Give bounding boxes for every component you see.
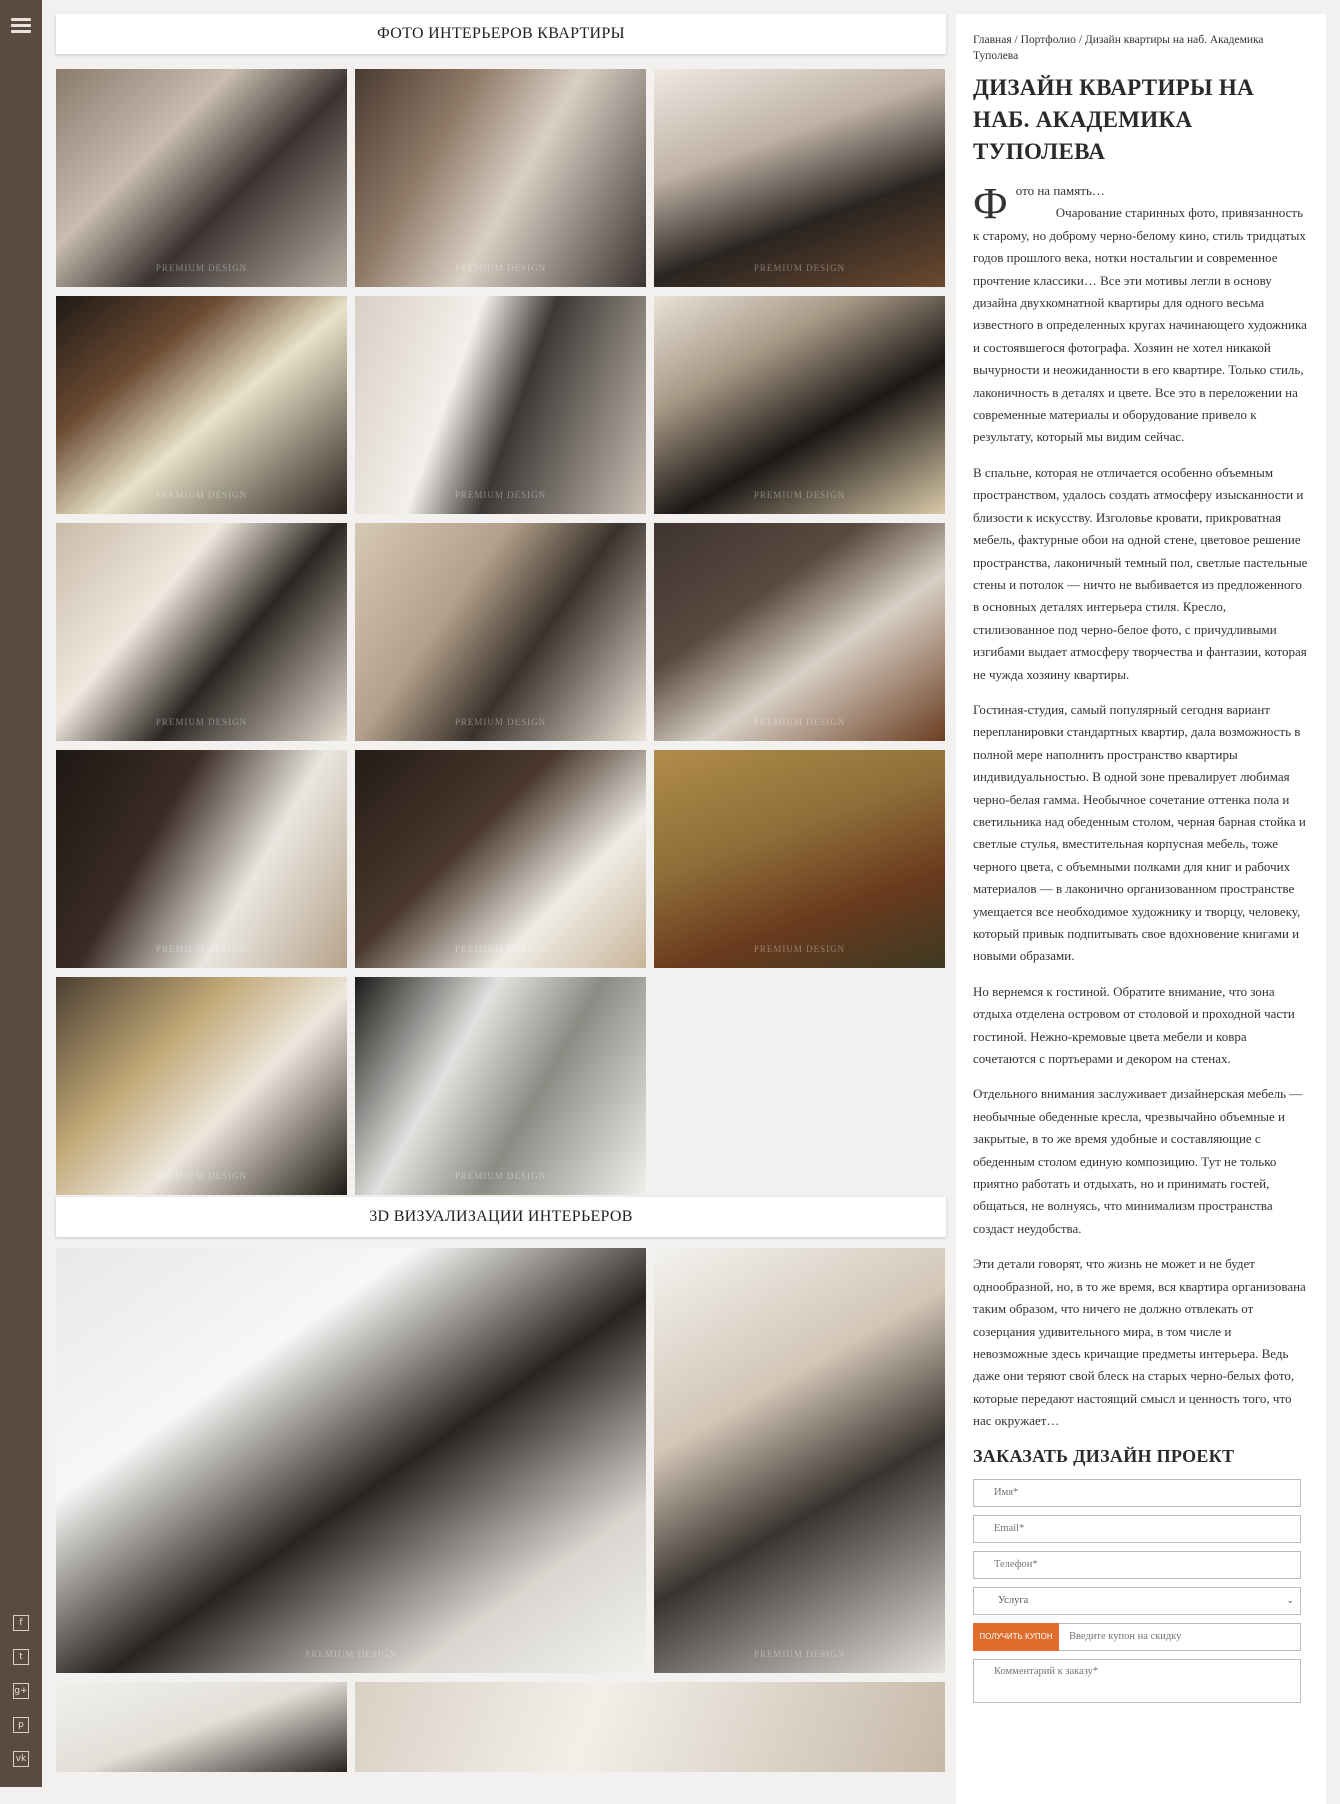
article-paragraph-6: Эти детали говорят, что жизнь не может и не будет однообразной, но, в то же время, вся квартира организована таким образом, что ничего не должно отвлекать от созерцания удивительного мира, в том числе и невозможные здесь кричащие предметы интерьера. Ведь даже они теряют свой блеск на старых черно-белых фото, которые передают настоящий смысл и ценность того, что нас окружает… xyxy=(973,1256,1306,1429)
email-input[interactable] xyxy=(973,1515,1301,1543)
render-dining-3[interactable] xyxy=(56,1682,347,1772)
google-plus-icon[interactable]: g+ xyxy=(13,1683,29,1699)
content-column xyxy=(956,14,1326,1804)
pinterest-icon[interactable]: p xyxy=(13,1717,29,1733)
photo-grid xyxy=(56,69,946,1197)
breadcrumb-portfolio[interactable]: Портфолио xyxy=(1020,34,1076,46)
breadcrumb-current: Дизайн квартиры на наб. Академика Туполева xyxy=(973,34,1264,62)
photo-living-room[interactable]: PREMIUM DESIGN xyxy=(355,69,646,287)
order-form xyxy=(973,1446,1308,1703)
breadcrumb-home[interactable]: Главная xyxy=(973,34,1012,46)
vk-icon[interactable]: vk xyxy=(13,1751,29,1767)
coupon-input[interactable] xyxy=(1059,1623,1301,1651)
photo-mosaic-shower[interactable]: PREMIUM DESIGN xyxy=(654,750,945,968)
comment-textarea[interactable] xyxy=(973,1659,1301,1703)
photo-kitchen[interactable]: PREMIUM DESIGN xyxy=(654,296,945,514)
get-coupon-button[interactable]: ПОЛУЧИТЬ КУПОН xyxy=(973,1623,1059,1651)
article-paragraph-3: Гостиная-студия, самый популярный сегодня вариант перепланировки стандартных квартир, дала возможность в полной мере наполнить пространство квартиры индивидуальностью. В одной зоне превалирует любимая черно-белая гамма. Необычное сочетание оттенка пола и светильника над обеденным столом, черная барная стойка и светлые стулья, вместительная корпусная мебель, тоже черного цвета, с объемными полками для книг и рабочих материалов — в лаконично организованном пространстве умещается все необходимое художнику и творцу, человеку, который привык подпитывать свое вдохновение книгами и новыми образами. xyxy=(973,701,1306,964)
photo-kitchen-dining[interactable]: PREMIUM DESIGN xyxy=(654,69,945,287)
photo-dining-room[interactable]: PREMIUM DESIGN xyxy=(56,69,347,287)
photo-portrait-wall[interactable]: PREMIUM DESIGN xyxy=(355,296,646,514)
breadcrumb-separator: / xyxy=(1011,34,1021,46)
breadcrumb-separator: / xyxy=(1075,34,1085,46)
photo-bathroom-2[interactable]: PREMIUM DESIGN xyxy=(355,977,646,1195)
chevron-down-icon: ⌄ xyxy=(1286,1595,1294,1606)
render-living-room[interactable]: PREMIUM DESIGN xyxy=(654,1248,945,1673)
phone-input[interactable] xyxy=(973,1551,1301,1579)
photo-hallway-2[interactable]: PREMIUM DESIGN xyxy=(355,750,646,968)
photo-study-desk[interactable]: PREMIUM DESIGN xyxy=(654,523,945,741)
order-form-title: ЗАКАЗАТЬ ДИЗАЙН ПРОЕКТ xyxy=(973,1445,1235,1466)
gallery-column xyxy=(56,14,946,1768)
photo-shelving-lilies[interactable]: PREMIUM DESIGN xyxy=(56,296,347,514)
article-paragraph-1: Очарование старинных фото, привязанность к старому, но доброму черно-белому кино, стиль тридцатых годов прошлого века, нотки ностальгии и современное прочтение классики… Все эти мотивы легли в основу дизайна двухкомнатной квартиры для одного весьма известного в определенных кругах начинающего художника и состоявшегося фотографа. Хозяин не хотел никакой вычурности и неожиданности в его квартире. Только стиль, лаконичность в деталях и цвете. Все это в переложении на современные материалы и оборудование привело к результату, который мы видим сейчас. xyxy=(973,205,1307,445)
page-title: ДИЗАЙН КВАРТИРЫ НА НАБ. АКАДЕМИКА ТУПОЛЕВА xyxy=(973,75,1255,164)
render-living-dining[interactable]: PREMIUM DESIGN xyxy=(56,1248,646,1673)
service-select-value: Услуга xyxy=(998,1594,1029,1606)
name-input[interactable] xyxy=(973,1479,1301,1507)
article-paragraph xyxy=(973,180,1308,449)
facebook-icon[interactable]: f xyxy=(13,1615,29,1631)
twitter-icon[interactable]: t xyxy=(13,1649,29,1665)
coupon-row xyxy=(973,1623,1301,1651)
article-body xyxy=(973,180,1308,1433)
article-paragraph-4: Но вернемся к гостиной. Обратите внимание, что зона отдыха отделена островом от столовой и проходной части гостиной. Нежно-кремовые цвета мебели и ковра сочетаются с портьерами и декором на стенах. xyxy=(973,983,1295,1067)
breadcrumb xyxy=(973,32,1308,64)
hamburger-icon[interactable] xyxy=(11,18,31,34)
photo-bedroom-2[interactable]: PREMIUM DESIGN xyxy=(355,523,646,741)
photos-section-title: ФОТО ИНТЕРЬЕРОВ КВАРТИРЫ xyxy=(56,14,946,54)
article-paragraph-2: В спальне, которая не отличается особенно объемным пространством, удалось создать атмосферу изысканности и близости к искусству. Изголовье кровати, прикроватная мебель, фактурные обои на одной стене, цветовое решение пространства, лаконичный темный пол, светлые пастельные стены и потолок — ничто не выбивается из предложенного в основных деталях интерьера стиля. Кресло, стилизованное под черно-белое фото, с причудливыми изгибами выдает атмосферу творчества и фантазии, которая не чужда хозяину квартиры. xyxy=(973,464,1308,682)
article-lead: ото на память… xyxy=(1015,183,1105,198)
dropcap: Ф xyxy=(973,179,1008,228)
visual-section-title: 3D ВИЗУАЛИЗАЦИИ ИНТЕРЬЕРОВ xyxy=(56,1197,946,1237)
render-bedroom[interactable] xyxy=(355,1682,945,1772)
photo-bathroom-1[interactable]: PREMIUM DESIGN xyxy=(56,977,347,1195)
left-sidebar xyxy=(0,0,42,1787)
photo-hallway-1[interactable]: PREMIUM DESIGN xyxy=(56,750,347,968)
service-select[interactable] xyxy=(973,1587,1301,1615)
visualization-grid xyxy=(56,1248,946,1768)
article-paragraph-5: Отдельного внимания заслуживает дизайнерская мебель — необычные обеденные кресла, чрезвычайно объемные и закрытые, в то же время удобные и составляющие с обеденным столом единую композицию. Тут не только приятно работать и отдыхать, но и принимать гостей, общаться, не волнуясь, что минимализм пространства создаст неудобства. xyxy=(973,1086,1303,1236)
photo-bedroom-1[interactable]: PREMIUM DESIGN xyxy=(56,523,347,741)
